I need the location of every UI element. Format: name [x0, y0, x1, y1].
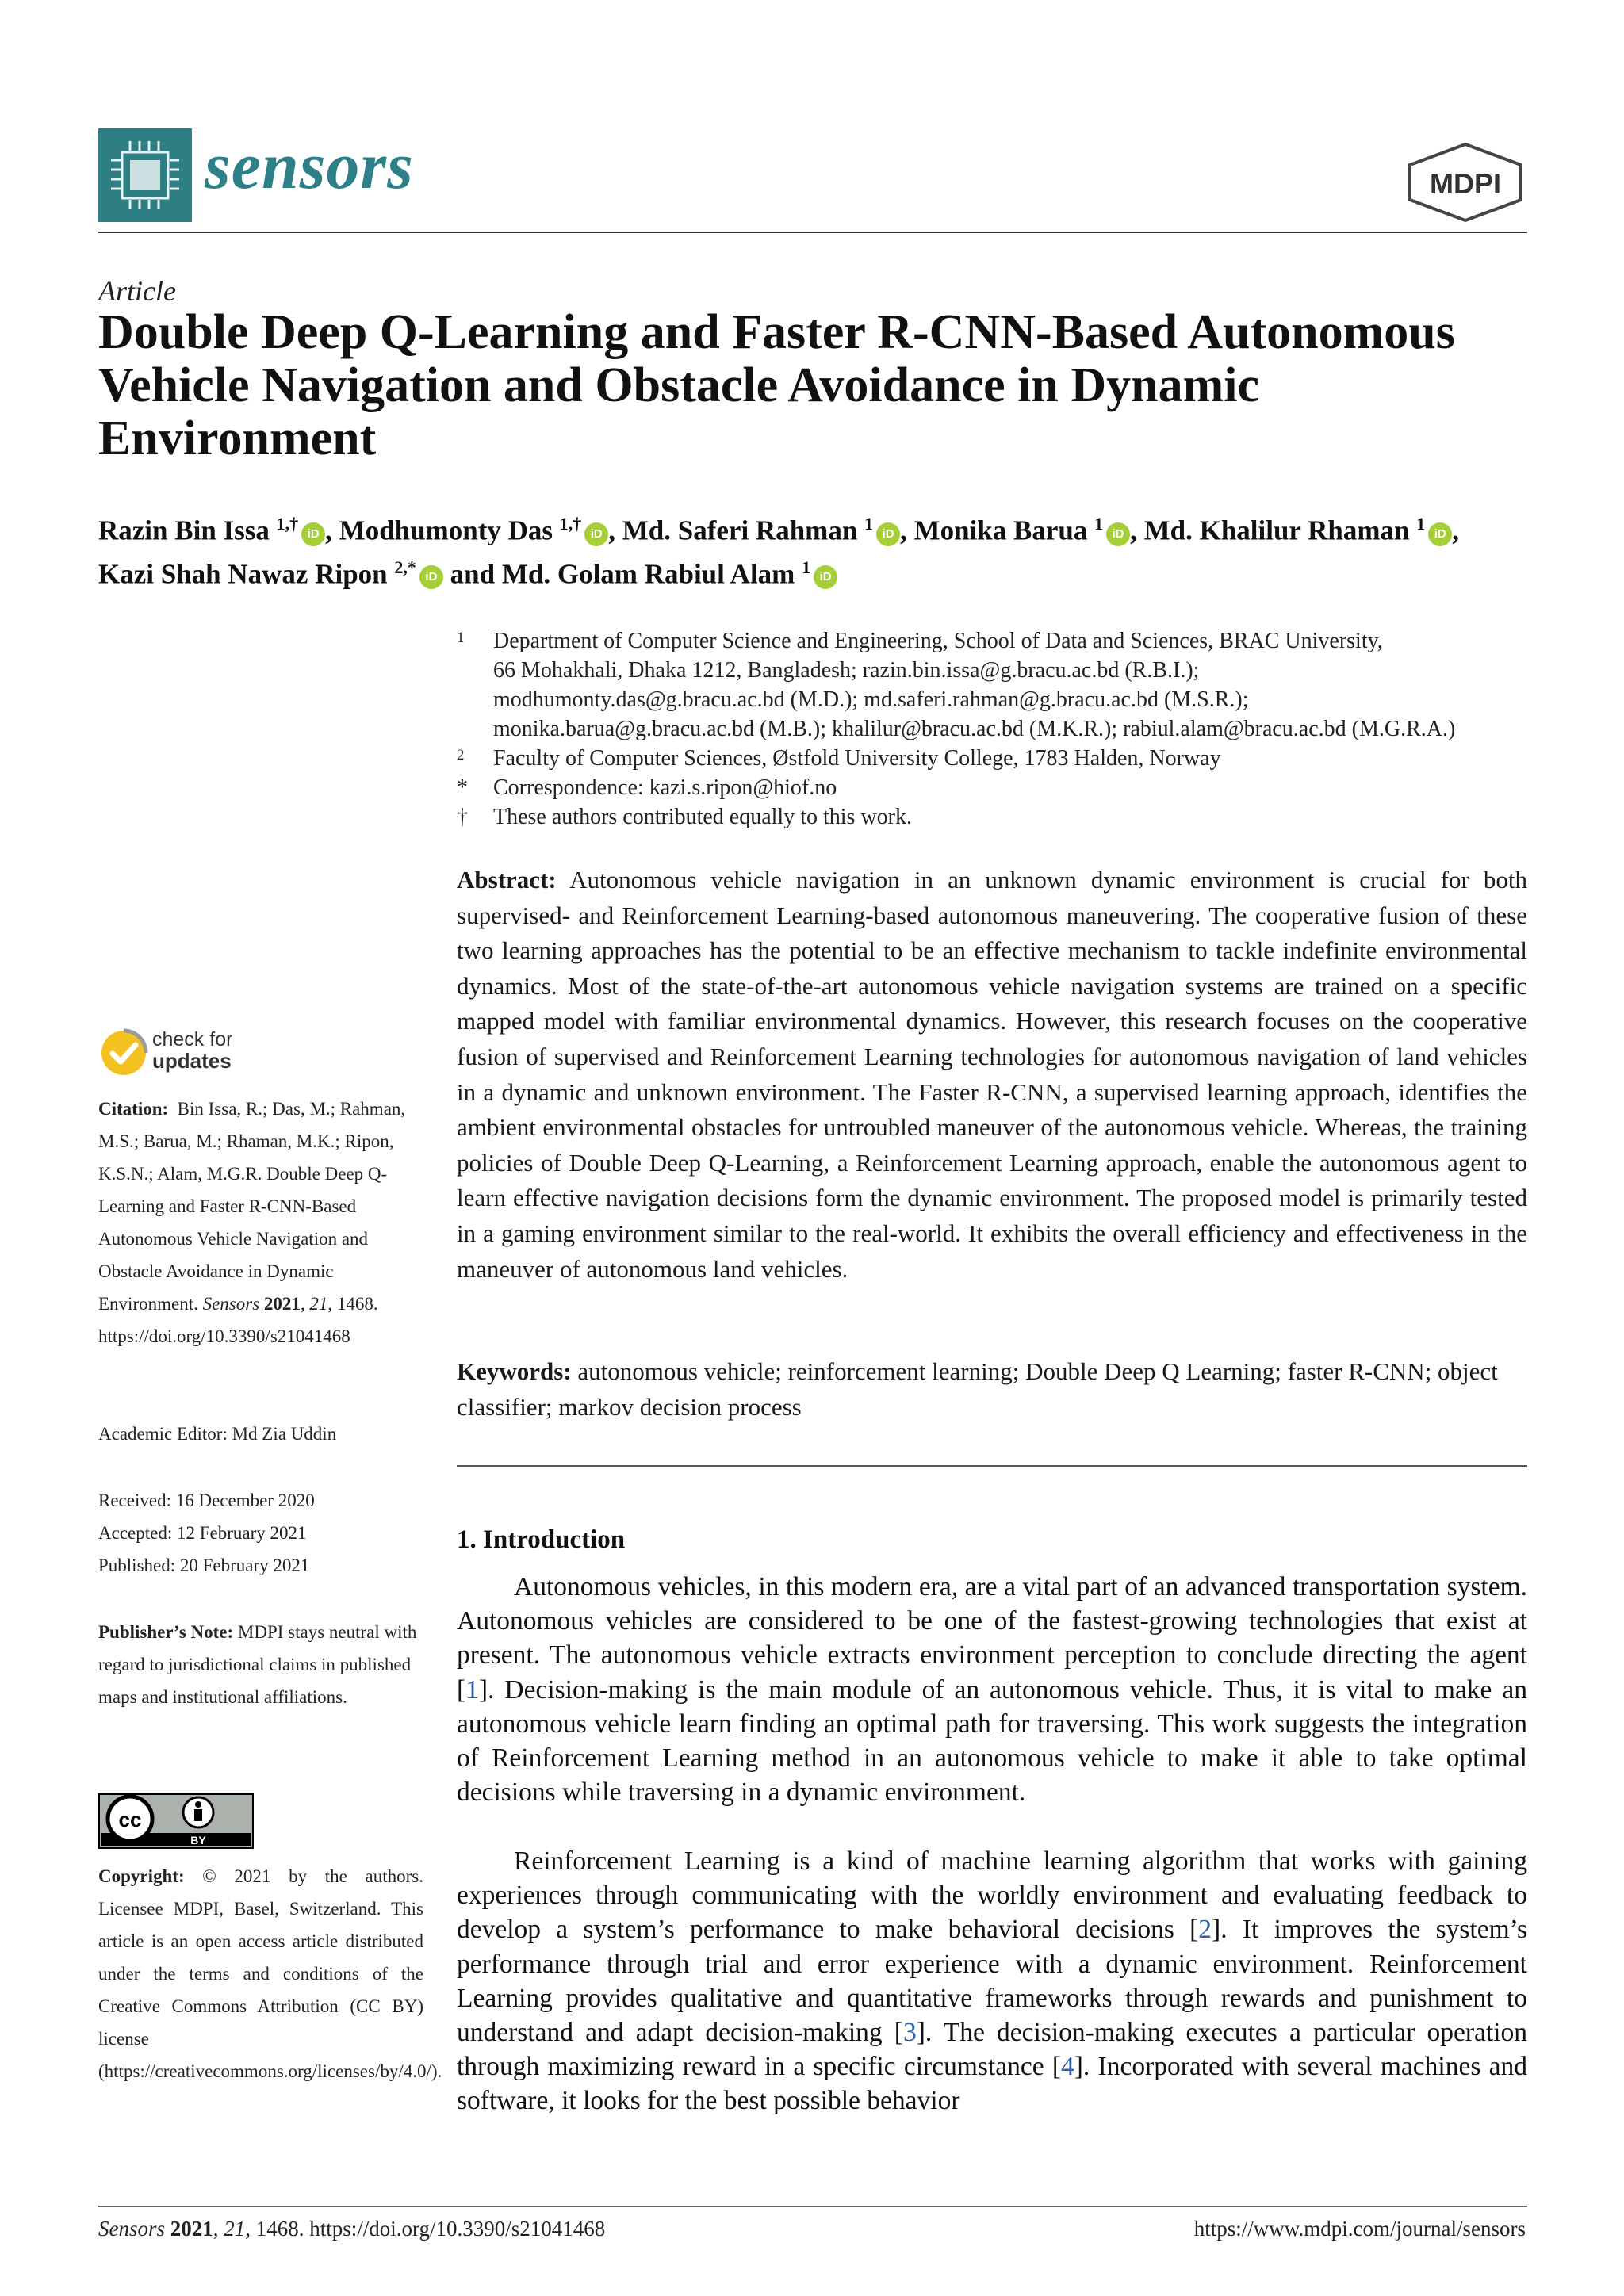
- cc-text: cc: [118, 1808, 142, 1831]
- keywords: [457, 1354, 1527, 1425]
- publisher-note: [98, 1616, 423, 1713]
- publisher-note-text: MDPI stays neutral with regard to jurisdictional claims in published maps and institutional affiliations.: [98, 1622, 417, 1707]
- text-run: Autonomous vehicles, in this modern era, are a vital part of an advanced transportation system. Autonomous vehicles are considered to be one of the fastest-growing technologies that exist at present. The autonomous vehicle extracts environment perception to conclude directing the agent [: [457, 1572, 1527, 1705]
- citation-link[interactable]: 2: [1198, 1915, 1212, 1945]
- abstract: [457, 863, 1527, 1287]
- copyright-label: Copyright:: [98, 1866, 185, 1886]
- publication-dates: [98, 1484, 423, 1582]
- keywords-text: autonomous vehicle; reinforcement learning; Double Deep Q Learning; faster R-CNN; object classifier; markov decision process: [457, 1357, 1498, 1421]
- orcid-icon[interactable]: iD: [419, 565, 443, 589]
- citation-doi[interactable]: , 1468. https://doi.org/10.3390/s21041468: [98, 1294, 378, 1346]
- check-for-updates-label[interactable]: [152, 1029, 232, 1072]
- author[interactable]: Razin Bin Issa: [98, 515, 270, 546]
- author[interactable]: Monika Barua: [914, 515, 1088, 546]
- text-run: ]. The decision-making executes a particular operation through maximizing reward in a specific circumstance [: [457, 2018, 1527, 2082]
- affiliation-line: Department of Computer Science and Engineering, School of Data and Sciences, BRAC University,: [493, 629, 1383, 653]
- footer-volume: 21: [224, 2217, 246, 2241]
- citation-year: 2021: [263, 1294, 301, 1314]
- footer-journal-url[interactable]: https://www.mdpi.com/journal/sensors: [1193, 2217, 1526, 2241]
- affiliations: [457, 626, 1535, 832]
- citation-link[interactable]: 4: [1061, 2052, 1074, 2082]
- author-affiliation-mark: 1,†: [559, 514, 582, 534]
- author[interactable]: Modhumonty Das: [339, 515, 553, 546]
- citation-block: Citation: Bin Issa, R.; Das, M.; Rahman, M.S.; Barua, M.; Rhaman, M.K.; Ripon, K.S.N.; Alam, M.G.R. Double Deep Q-Learning and Faster R-CNN-Based Autonomous Vehicle Navigation and Obstacle Avoidance in Dynamic Environment. Sensors 2021, 21, 1468. https://doi.org/10.3390/s21041468: [98, 1099, 406, 1346]
- citation-link[interactable]: 1: [465, 1674, 479, 1705]
- text-run: ]. Incorporated with several machines and software, it looks for the best possible behavior: [457, 2052, 1527, 2116]
- text-run: Reinforcement Learning is a kind of machine learning algorithm that works with gaining experiences through communicating with the worldly environment and evaluating feedback to develop a system’s performance to make behavioral decisions [: [457, 1846, 1527, 1945]
- footer-year: 2021: [170, 2217, 213, 2241]
- orcid-icon[interactable]: iD: [876, 522, 900, 546]
- citation-label: Citation:: [98, 1099, 169, 1119]
- check-for-updates-icon[interactable]: [98, 1027, 149, 1078]
- affiliation-line: Faculty of Computer Sciences, Østfold University College, 1783 Halden, Norway: [493, 746, 1221, 771]
- author-affiliation-mark: 1: [864, 514, 874, 534]
- article-type: Article: [98, 275, 176, 307]
- copyright-text: © 2021 by the authors. Licensee MDPI, Basel, Switzerland. This article is an open access article distributed under the terms and conditions of the Creative Commons Attribution (CC BY) license (https://creativecommons.org/licenses/by/4.0/).: [98, 1866, 442, 2081]
- affiliation-mark: *: [457, 775, 468, 800]
- author[interactable]: Md. Khalilur Rhaman: [1143, 515, 1410, 546]
- and-word: and: [450, 558, 496, 590]
- journal-name[interactable]: sensors: [205, 129, 414, 203]
- footer-divider: [98, 2206, 1527, 2207]
- affiliation-line: 66 Mohakhali, Dhaka 1212, Bangladesh; razin.bin.issa@g.bracu.ac.bd (R.B.I.);: [493, 658, 1200, 683]
- author-affiliation-mark: 1: [1094, 514, 1104, 534]
- section-divider: [457, 1465, 1527, 1467]
- author-affiliation-mark: 1: [1416, 514, 1426, 534]
- received-date: Received: 16 December 2020: [98, 1490, 315, 1510]
- mdpi-logo-text: MDPI: [1430, 167, 1501, 200]
- author-affiliation-mark: 1,†: [276, 514, 299, 534]
- keywords-label: Keywords:: [457, 1357, 572, 1385]
- mdpi-logo[interactable]: [1405, 141, 1526, 224]
- cc-by-license-icon[interactable]: [98, 1793, 254, 1849]
- sensors-logo-icon: [98, 128, 192, 222]
- abstract-label: Abstract:: [457, 866, 557, 894]
- orcid-icon[interactable]: iD: [1428, 522, 1452, 546]
- author[interactable]: Kazi Shah Nawaz Ripon: [98, 558, 388, 590]
- correspondence-line[interactable]: Correspondence: kazi.s.ripon@hiof.no: [493, 775, 837, 800]
- intro-paragraph-2: [457, 1844, 1527, 2118]
- check-for-text: check for: [152, 1028, 233, 1050]
- affiliation-mark: 2: [457, 747, 465, 763]
- citation-text: Bin Issa, R.; Das, M.; Rahman, M.S.; Barua, M.; Rhaman, M.K.; Ripon, K.S.N.; Alam, M.G.R. Double Deep Q-Learning and Faster R-CNN-Based Autonomous Vehicle Navigation and Obstacle Avoidance in Dynamic Environment.: [98, 1099, 406, 1314]
- updates-text: updates: [152, 1049, 232, 1073]
- header-divider: [98, 232, 1527, 233]
- note-line: These authors contributed equally to this work.: [493, 805, 912, 829]
- article-title: Double Deep Q-Learning and Faster R-CNN-Based Autonomous Vehicle Navigation and Obstacle Avoidance in Dynamic Environment: [98, 305, 1455, 465]
- section-heading: 1. Introduction: [457, 1525, 626, 1554]
- citation-link[interactable]: 3: [902, 2018, 917, 2048]
- footer-doi[interactable]: , 1468. https://doi.org/10.3390/s21041468: [245, 2217, 606, 2241]
- orcid-icon[interactable]: iD: [814, 565, 837, 589]
- intro-paragraph-1: [457, 1570, 1527, 1809]
- author-list: Razin Bin Issa $^{1,\dagger}$iD , Modhumonty Das $^{1,\dagger}$iD , Md. Saferi Rahman $^1$iD , Monika Barua $^1$iD , Md. Khalilur Rhaman $^1$iD , Kazi Shah Nawaz Ripon $^{2,*}$iD and Md. Golam Rabiul Alam $^1$iD: [98, 514, 1459, 590]
- citation-journal: Sensors: [202, 1294, 260, 1314]
- equal-contribution-note: [457, 802, 1535, 832]
- author[interactable]: Md. Golam Rabiul Alam: [501, 558, 795, 590]
- text-run: ]. It improves the system’s performance through trial and error experience with a dynamic environment. Reinforcement Learning provides qualitative and quantitative frameworks through rewards and punishment to understand and adapt decision-making [: [457, 1915, 1527, 2048]
- author-affiliation-mark: 2,*: [394, 557, 416, 577]
- footer-journal: Sensors: [98, 2217, 166, 2241]
- author-affiliation-mark: 1: [802, 557, 811, 577]
- affiliation-line: modhumonty.das@g.bracu.ac.bd (M.D.); md.saferi.rahman@g.bracu.ac.bd (M.S.R.);: [493, 687, 1249, 712]
- affiliation-mark: †: [457, 805, 468, 829]
- author[interactable]: Md. Saferi Rahman: [622, 515, 858, 546]
- abstract-text: Autonomous vehicle navigation in an unknown dynamic environment is crucial for both supervised- and Reinforcement Learning-based autonomous maneuvering. The cooperative fusion of these two learning approaches has the potential to be an effective mechanism to tackle indefinite environmental dynamics. Most of the state-of-the-art autonomous vehicle navigation systems are trained on a specific mapped model with familiar environmental dynamics. However, this research focuses on the cooperative fusion of supervised and Reinforcement Learning technologies for autonomous navigation of land vehicles in a dynamic and unknown environment. The Faster R-CNN, a supervised learning approach, identifies the ambient environmental obstacles for untroubled maneuver of the autonomous vehicle. Whereas, the training policies of Double Deep Q-Learning, a Reinforcement Learning approach, enable the autonomous agent to learn effective navigation decisions form the dynamic environment. The proposed model is primarily tested in a gaming environment similar to the real-world. It exhibits the overall efficiency and effectiveness in the maneuver of autonomous land vehicles.: [457, 866, 1528, 1283]
- affiliation-mark: 1: [457, 629, 465, 646]
- publisher-note-label: Publisher’s Note:: [98, 1622, 234, 1642]
- by-text: BY: [190, 1834, 206, 1846]
- affiliation-2: [457, 744, 1535, 773]
- published-date: Published: 20 February 2021: [98, 1556, 310, 1575]
- affiliation-line: monika.barua@g.bracu.ac.bd (M.B.); khalilur@bracu.ac.bd (M.K.R.); rabiul.alam@bracu.ac.bd (M.G.R.A.): [493, 717, 1456, 741]
- orcid-icon[interactable]: iD: [301, 522, 325, 546]
- copyright-notice: [98, 1860, 442, 2087]
- academic-editor: Academic Editor: Md Zia Uddin: [98, 1424, 337, 1444]
- footer-citation: Sensors 2021, 21, 1468. https://doi.org/10.3390/s21041468: [98, 2217, 606, 2241]
- text-run: ]. Decision-making is the main module of an autonomous vehicle. Thus, it is vital to make an autonomous vehicle learn finding an optimal path for traversing. This work suggests the integration of Reinforcement Learning method in an autonomous vehicle to make it able to take optimal decisions while traversing in a dynamic environment.: [457, 1674, 1527, 1808]
- orcid-icon[interactable]: iD: [584, 522, 608, 546]
- correspondence: [457, 773, 1535, 802]
- accepted-date: Accepted: 12 February 2021: [98, 1523, 307, 1543]
- affiliation-1: [457, 626, 1535, 744]
- citation-volume: 21: [309, 1294, 328, 1314]
- orcid-icon[interactable]: iD: [1106, 522, 1130, 546]
